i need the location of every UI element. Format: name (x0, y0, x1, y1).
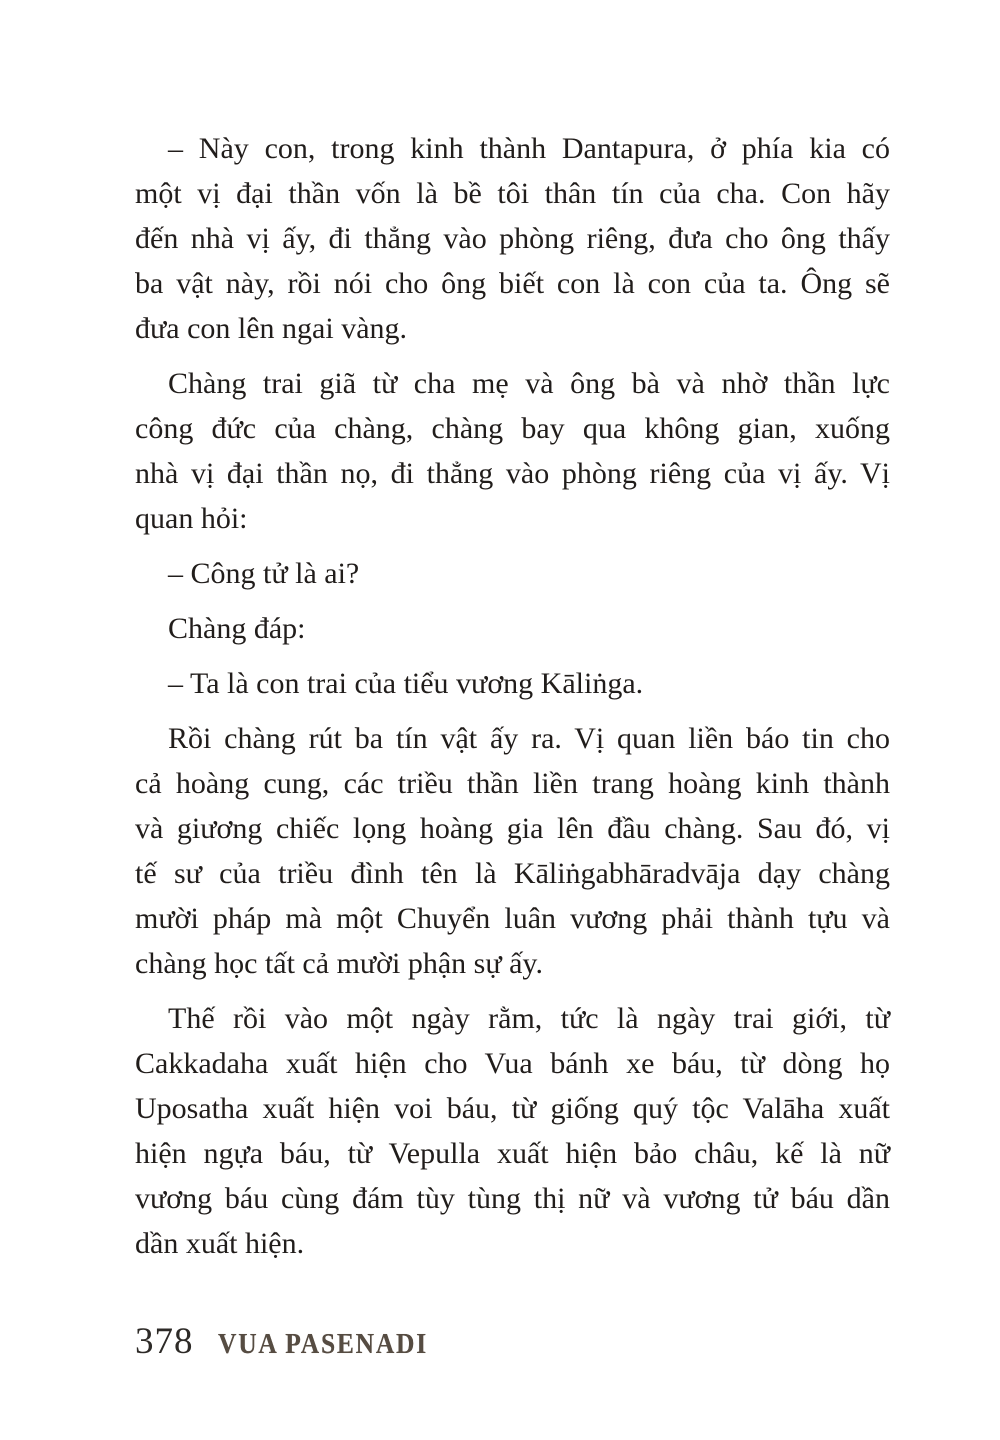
paragraph (135, 551, 890, 596)
running-title: VUA PASENADI (217, 1328, 428, 1360)
paragraph-line: – Này con, trong kinh thành Dantapura, ở phía kia có (168, 132, 890, 165)
paragraph-line: dần xuất hiện. (135, 1227, 305, 1260)
paragraph-line: vương báu cùng đám tùy tùng thị nữ và vương tử báu dần (135, 1182, 890, 1215)
page-footer (135, 1320, 456, 1363)
paragraph-line: quan hỏi: (135, 502, 248, 535)
paragraph-line: mười pháp mà một Chuyển luân vương phải thành tựu và (135, 902, 890, 935)
paragraph-line: đưa con lên ngai vàng. (135, 312, 408, 345)
paragraph (135, 126, 890, 351)
paragraph-line: cả hoàng cung, các triều thần liền trang hoàng kinh thành (135, 767, 890, 800)
paragraph-line: chàng học tất cả mười phận sự ấy. (135, 947, 543, 980)
paragraph-line: và giương chiếc lọng hoàng gia lên đầu chàng. Sau đó, vị (135, 812, 890, 845)
paragraph-line: ba vật này, rồi nói cho ông biết con là con của ta. Ông sẽ (135, 267, 890, 300)
page-body-text (135, 126, 890, 1276)
paragraph-line: Chàng trai giã từ cha mẹ và ông bà và nhờ thần lực (168, 367, 890, 400)
paragraph-line: tế sư của triều đình tên là Kāliṅgabhāradvāja dạy chàng (135, 857, 890, 890)
paragraph-line: Thế rồi vào một ngày rằm, tức là ngày trai giới, từ (168, 1002, 890, 1035)
paragraph-line: Uposatha xuất hiện voi báu, từ giống quý tộc Valāha xuất (135, 1092, 890, 1125)
paragraph (135, 361, 890, 541)
paragraph-line: hiện ngựa báu, từ Vepulla xuất hiện bảo châu, kế là nữ (135, 1137, 890, 1170)
paragraph-line: – Ta là con trai của tiểu vương Kāliṅga. (168, 667, 644, 700)
paragraph-line: công đức của chàng, chàng bay qua không gian, xuống (135, 412, 890, 445)
paragraph-line: – Công tử là ai? (168, 557, 360, 590)
paragraph-line: nhà vị đại thần nọ, đi thẳng vào phòng riêng của vị ấy. Vị (135, 457, 890, 490)
paragraph (135, 606, 890, 651)
paragraph (135, 996, 890, 1266)
page-number: 378 (135, 1321, 194, 1362)
paragraph-line: Rồi chàng rút ba tín vật ấy ra. Vị quan liền báo tin cho (168, 722, 890, 755)
paragraph-line: đến nhà vị ấy, đi thẳng vào phòng riêng, đưa cho ông thấy (135, 222, 890, 255)
paragraph (135, 661, 890, 706)
paragraph-line: Cakkadaha xuất hiện cho Vua bánh xe báu, từ dòng họ (135, 1047, 890, 1080)
paragraph (135, 716, 890, 986)
paragraph-line: Chàng đáp: (168, 612, 306, 645)
paragraph-line: một vị đại thần vốn là bề tôi thân tín của cha. Con hãy (135, 177, 890, 210)
